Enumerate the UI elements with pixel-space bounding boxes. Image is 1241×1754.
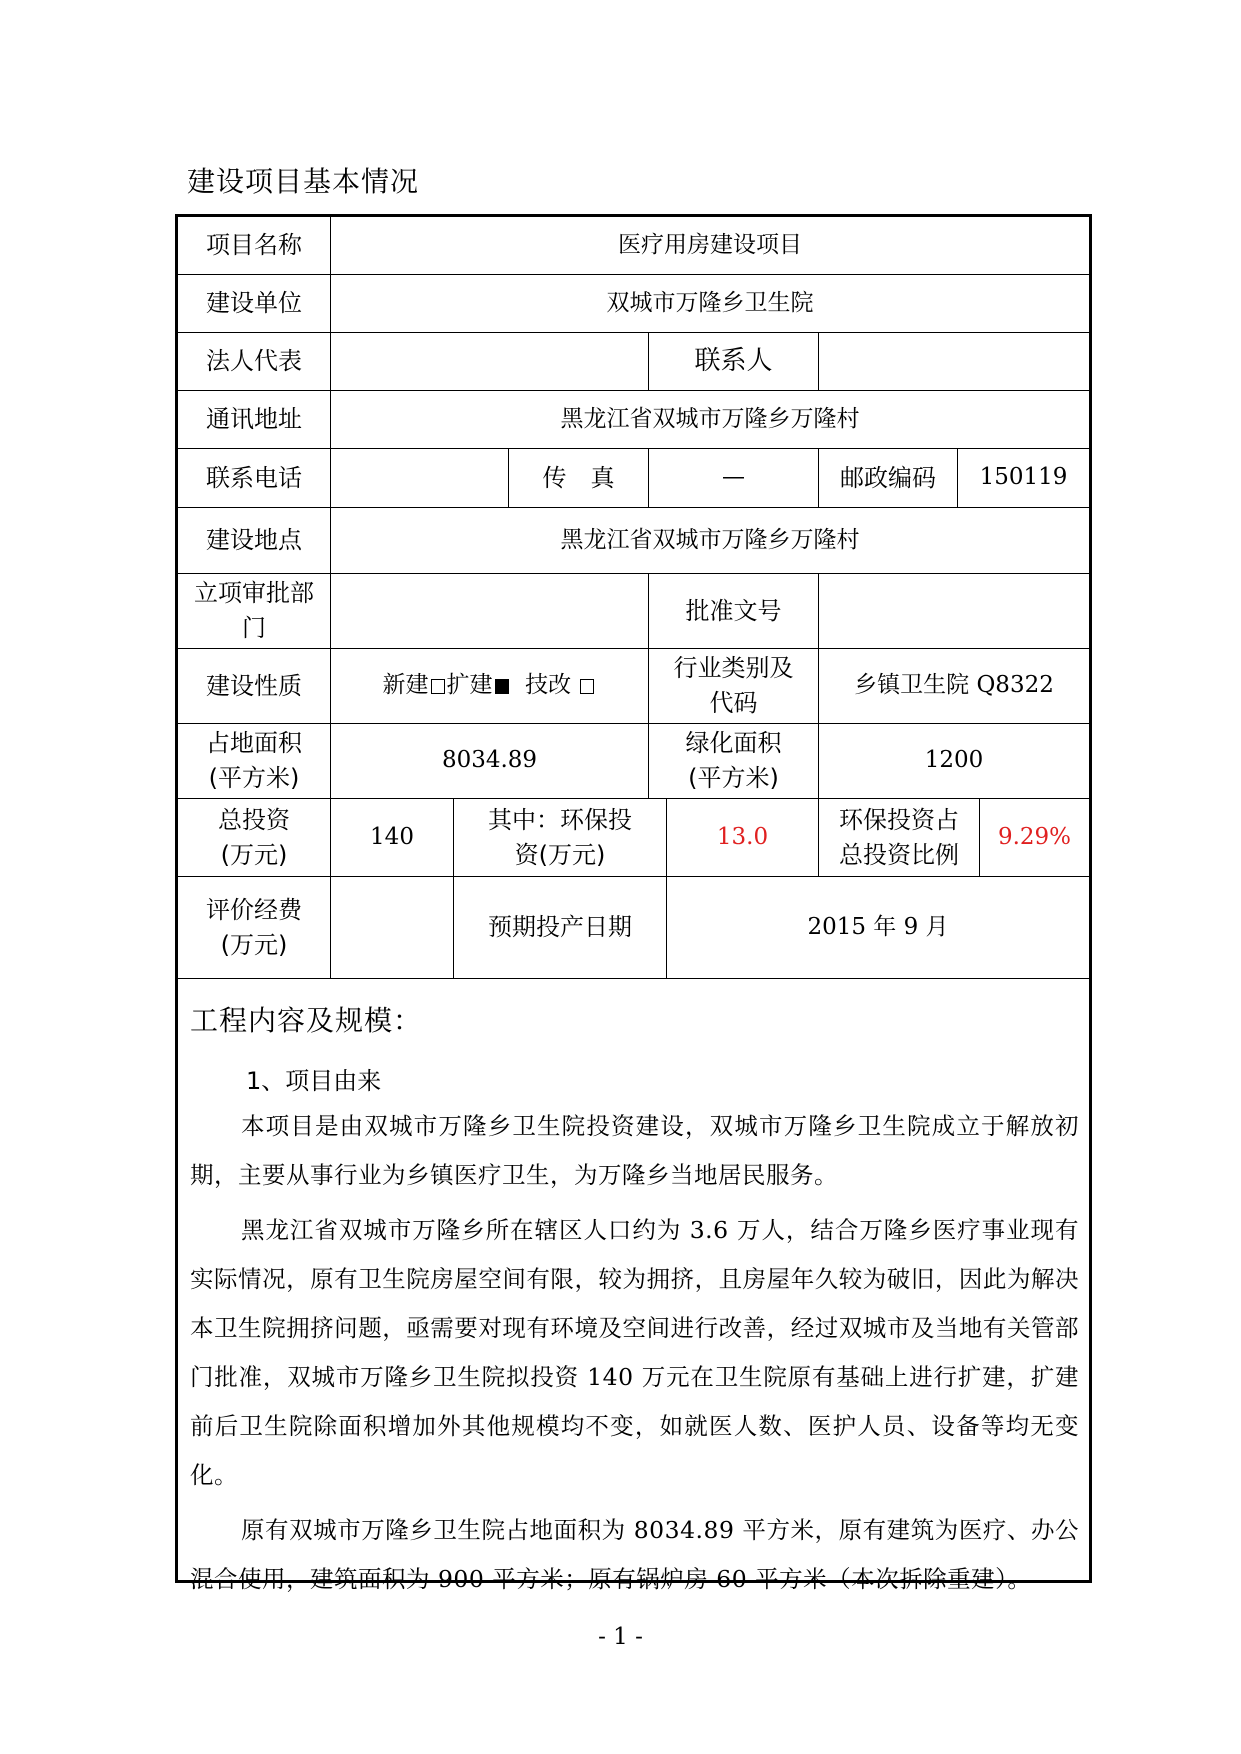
- land-area-label-line1: 占地面积: [206, 729, 302, 758]
- construction-unit-value: 双城市万隆乡卫生院: [331, 275, 1089, 333]
- fax-label: 传 真: [509, 449, 649, 508]
- construction-nature-value: [331, 649, 649, 724]
- subsection-title: 1、项目由来: [246, 1067, 382, 1095]
- contact-person-label: 联系人: [649, 333, 819, 391]
- basic-info-table: [175, 214, 1092, 1593]
- env-investment-label-line1: 其中：环保投: [488, 805, 632, 834]
- expansion-text: 扩建: [446, 672, 493, 699]
- postal-code-value: 150119: [958, 449, 1089, 508]
- evaluation-fee-label-line2: (万元): [220, 930, 288, 959]
- env-investment-label: [454, 799, 667, 877]
- total-investment-label-line1: 总投资: [218, 805, 290, 834]
- page-heading: 建设项目基本情况: [187, 165, 420, 198]
- page-number: - 1 -: [598, 1624, 643, 1650]
- tech-upgrade-text: 技改: [525, 672, 572, 699]
- env-ratio-value: 9.29%: [980, 799, 1089, 877]
- paragraph-3: 原有双城市万隆乡卫生院占地面积为 8034.89 平方米，原有建筑为医疗、办公混合使用，建筑面积为 900 平方米；原有锅炉房 60 平方米（本次拆除重建）。: [190, 1516, 1079, 1593]
- land-area-value: 8034.89: [331, 724, 649, 799]
- approval-number-label: 批准文号: [649, 574, 819, 649]
- construction-site-value: 黑龙江省双城市万隆乡万隆村: [331, 508, 1089, 574]
- approval-dept-value: [331, 574, 649, 649]
- evaluation-fee-label-line1: 评价经费: [206, 895, 302, 924]
- approval-number-value: [819, 574, 1089, 649]
- green-area-label: [649, 724, 819, 799]
- contact-person-value: [819, 333, 1089, 391]
- paragraph-2: 黑龙江省双城市万隆乡所在辖区人口约为 3.6 万人，结合万隆乡医疗事业现有实际情况，原有卫生院房屋空间有限，较为拥挤，且房屋年久较为破旧，因此为解决本卫生院拥挤问题，亟需要对现有环境及空间进行改善，经过双城市及当地有关管部门批准，双城市万隆乡卫生院拟投资 140 万元在卫生院原有基础上进行扩建，扩建前后卫生院除面积增加外其他规模均不变，如就医人数、医护人员、设备等均无变化。: [190, 1216, 1079, 1489]
- approval-dept-label: 立项审批部门: [178, 574, 331, 649]
- mailing-address-value: 黑龙江省双城市万隆乡万隆村: [331, 391, 1089, 449]
- phone-label: 联系电话: [178, 449, 331, 508]
- tech-upgrade-checkbox: [580, 679, 594, 694]
- industry-category-value: 乡镇卫生院 Q8322: [819, 649, 1089, 724]
- evaluation-fee-value: [331, 877, 454, 979]
- production-date-value: 2015 年 9 月: [667, 877, 1089, 979]
- project-content-section: [178, 985, 1089, 1604]
- land-area-label: [178, 724, 331, 799]
- paragraph-1: 本项目是由双城市万隆乡卫生院投资建设，双城市万隆乡卫生院成立于解放初期，主要从事行业为乡镇医疗卫生，为万隆乡当地居民服务。: [190, 1112, 1079, 1189]
- fax-value: —: [649, 449, 819, 508]
- total-investment-label-line2: (万元): [220, 840, 288, 869]
- env-ratio-label-line2: 总投资比例: [839, 840, 959, 869]
- env-ratio-label-line1: 环保投资占: [839, 805, 959, 834]
- land-area-label-line2: (平方米): [208, 764, 300, 792]
- postal-code-label: 邮政编码: [819, 449, 958, 508]
- legal-rep-label: 法人代表: [178, 333, 331, 391]
- construction-unit-label: 建设单位: [178, 275, 331, 333]
- env-ratio-label: [819, 799, 980, 877]
- construction-nature-label: 建设性质: [178, 649, 331, 724]
- legal-rep-value: [331, 333, 649, 391]
- evaluation-fee-label: [178, 877, 331, 979]
- construction-site-label: 建设地点: [178, 508, 331, 574]
- green-area-label-line2: (平方米): [688, 764, 779, 792]
- expansion-checkbox: [495, 679, 509, 694]
- total-investment-value: 140: [331, 799, 454, 877]
- section-title: 工程内容及规模：: [190, 1004, 423, 1037]
- new-build-checkbox: [431, 679, 445, 694]
- green-area-value: 1200: [819, 724, 1089, 799]
- total-investment-label: [178, 799, 331, 877]
- new-build-text: 新建: [382, 672, 429, 699]
- phone-value: [331, 449, 509, 508]
- mailing-address-label: 通讯地址: [178, 391, 331, 449]
- industry-category-label: 行业类别及代码: [649, 649, 819, 724]
- green-area-label-line1: 绿化面积: [685, 729, 782, 758]
- project-name-value: 医疗用房建设项目: [331, 217, 1089, 275]
- env-investment-label-line2: 资(万元): [514, 840, 606, 869]
- env-investment-value: 13.0: [667, 799, 819, 877]
- production-date-label: 预期投产日期: [454, 877, 667, 979]
- project-name-label: 项目名称: [178, 217, 331, 275]
